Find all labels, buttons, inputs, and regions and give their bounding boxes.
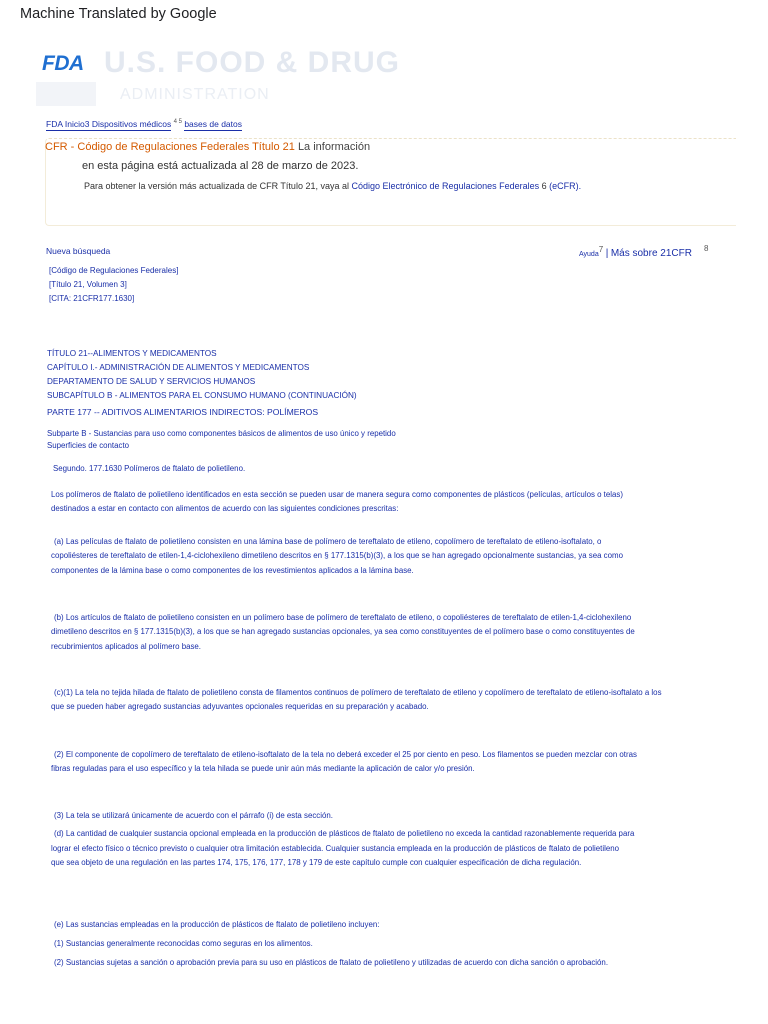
about-21cfr-link[interactable]: Más sobre 21CFR: [610, 248, 692, 259]
cfr-title-text: CFR - Código de Regulaciones Federales Título 21: [45, 141, 295, 153]
ecfr-link[interactable]: Código Electrónico de Regulaciones Federales: [351, 181, 540, 191]
subpart-line: Superficies de contacto: [47, 441, 130, 450]
paragraph-line: fibras reguladas para el uso específico y la tela hilada se puede unir aún más mediante la aplicación de calor y/o presión.: [51, 764, 475, 773]
paragraph-line: destinados a estar en contacto con alimentos de acuerdo con las siguientes condiciones prescritas:: [51, 504, 399, 513]
section-heading: SUBCAPÍTULO B - ALIMENTOS PARA EL CONSUMO HUMANO (CONTINUACIÓN): [47, 391, 357, 400]
section-number: Segundo. 177.1630 Polímeros de ftalato de polietileno.: [53, 464, 246, 473]
breadcrumb-home-link[interactable]: [46, 119, 171, 131]
breadcrumb-sup-devices: 4 5: [173, 119, 182, 126]
citation-line: [CITA: 21CFR177.1630]: [49, 294, 135, 303]
help-link[interactable]: Ayuda: [579, 251, 599, 258]
paragraph-line: lograr el efecto físico o técnico previsto o cualquier otra limitación establecida. Cualquier sustancia empleada en la producción de plásticos de ftalato de polietileno: [51, 844, 620, 853]
new-search-link[interactable]: Nueva búsqueda: [46, 246, 111, 256]
paragraph-line: (b) Los artículos de ftalato de polietileno consisten en un polímero base de polímero de tereftalato de etileno, o copoliésteres de tereftalato de etilen-1,4-ciclohexileno: [54, 613, 632, 622]
subpart-line: Subparte B - Sustancias para uso como componentes básicos de alimentos de uso único y repetido: [47, 429, 396, 438]
paragraph-line: recubrimientos aplicados al polímero base.: [51, 642, 201, 651]
help-nav: [579, 245, 692, 259]
citation-line: [Código de Regulaciones Federales]: [49, 266, 179, 275]
header-ghost-bar: [36, 82, 96, 106]
breadcrumb-databases-link[interactable]: bases de datos: [184, 119, 242, 129]
help-separator: |: [605, 248, 609, 259]
header-ghost-subtitle: ADMINISTRATION: [120, 86, 270, 103]
paragraph-line: (3) La tela se utilizará únicamente de acuerdo con el párrafo (i) de esta sección.: [54, 811, 333, 820]
paragraph-line: (2) Sustancias sujetas a sanción o aprobación previa para su uso en plásticos de ftalato de polietileno y utilizadas de acuerdo con dicha sanción o aprobación.: [54, 958, 609, 967]
help-sup: 7: [598, 245, 604, 254]
latest-version-note: [84, 181, 581, 191]
header-ghost-title: U.S. FOOD & DRUG: [104, 46, 401, 79]
breadcrumb: [46, 119, 242, 129]
paragraph-line: (2) El componente de copolímero de tereftalato de etileno-isoftalato de la tela no deberá exceder el 25 por ciento en peso. Los filamentos se pueden mezclar con otras: [54, 750, 637, 759]
about-sup: 8: [704, 244, 709, 253]
paragraph-line: (c)(1) La tela no tejida hilada de ftalato de polietileno consta de filamentos continuos de polímero de tereftalato de etileno y copolímero de tereftalato de etileno-isoftalato a los: [54, 688, 662, 697]
breadcrumb-devices: Dispositivos médicos: [91, 119, 172, 129]
ecfr-ref-number: 6: [541, 181, 547, 191]
paragraph-line: componentes de la lámina base o como componentes de los revestimientos aplicados a la lámina base.: [51, 566, 414, 575]
paragraph-line: (a) Las películas de ftalato de polietileno consisten en una lámina base de polímero de tereftalato de etileno, copolímero de tereftalato de etileno-isoftalato, o: [54, 537, 602, 546]
citation-line: [Título 21, Volumen 3]: [49, 280, 127, 289]
paragraph-line: Los polímeros de ftalato de polietileno identificados en esta sección se pueden usar de manera segura como componentes de plásticos (películas, artículos o telas): [51, 490, 623, 499]
paragraph-line: que sea objeto de una regulación en las partes 174, 175, 176, 177, 178 y 179 de este capítulo cumple con cualquier especificación de dicha regulación.: [51, 858, 582, 867]
fda-logo[interactable]: FDA: [42, 52, 84, 75]
last-updated-text: en esta página está actualizada al 28 de marzo de 2023.: [82, 160, 359, 172]
latest-version-prefix: Para obtener la versión más actualizada de CFR Título 21, vaya al: [84, 181, 349, 191]
section-heading: CAPÍTULO I.- ADMINISTRACIÓN DE ALIMENTOS Y MEDICAMENTOS: [47, 363, 310, 372]
paragraph-line: (1) Sustancias generalmente reconocidas como seguras en los alimentos.: [54, 939, 313, 948]
section-heading: TÍTULO 21--ALIMENTOS Y MEDICAMENTOS: [47, 349, 217, 358]
cfr-title-tail: La información: [297, 141, 371, 153]
section-heading: DEPARTAMENTO DE SALUD Y SERVICIOS HUMANOS: [47, 377, 256, 386]
cfr-title: [45, 141, 370, 153]
breadcrumb-home: FDA Inicio: [46, 119, 85, 129]
paragraph-line: dimetileno descritos en § 177.1315(b)(3), a los que se han agregado sustancias opcionales, ya sea como constituyentes de el polímero base o como constituyentes de: [51, 627, 635, 636]
paragraph-line: (d) La cantidad de cualquier sustancia opcional empleada en la producción de plásticos de ftalato de polietileno no exceda la cantidad razonablemente requerida para: [54, 829, 635, 838]
paragraph-line: (e) Las sustancias empleadas en la producción de plásticos de ftalato de polietileno incluyen:: [54, 920, 380, 929]
paragraph-line: que se pueden haber agregado sustancias adyuvantes opcionales requeridas en su preparación y acabado.: [51, 702, 429, 711]
paragraph-line: copoliésteres de tereftalato de etilen-1,4-ciclohexileno dimetileno descritos en § 177.1315(b)(3), a los que se han agregado opcionalmente sustancias, ya sea como: [51, 551, 623, 560]
section-heading: PARTE 177 -- ADITIVOS ALIMENTARIOS INDIRECTOS: POLÍMEROS: [47, 407, 319, 417]
breadcrumb-sup-home: 3: [84, 119, 90, 129]
ecfr-abbr-link[interactable]: (eCFR).: [549, 181, 582, 191]
machine-translation-banner: Machine Translated by Google: [20, 6, 217, 22]
